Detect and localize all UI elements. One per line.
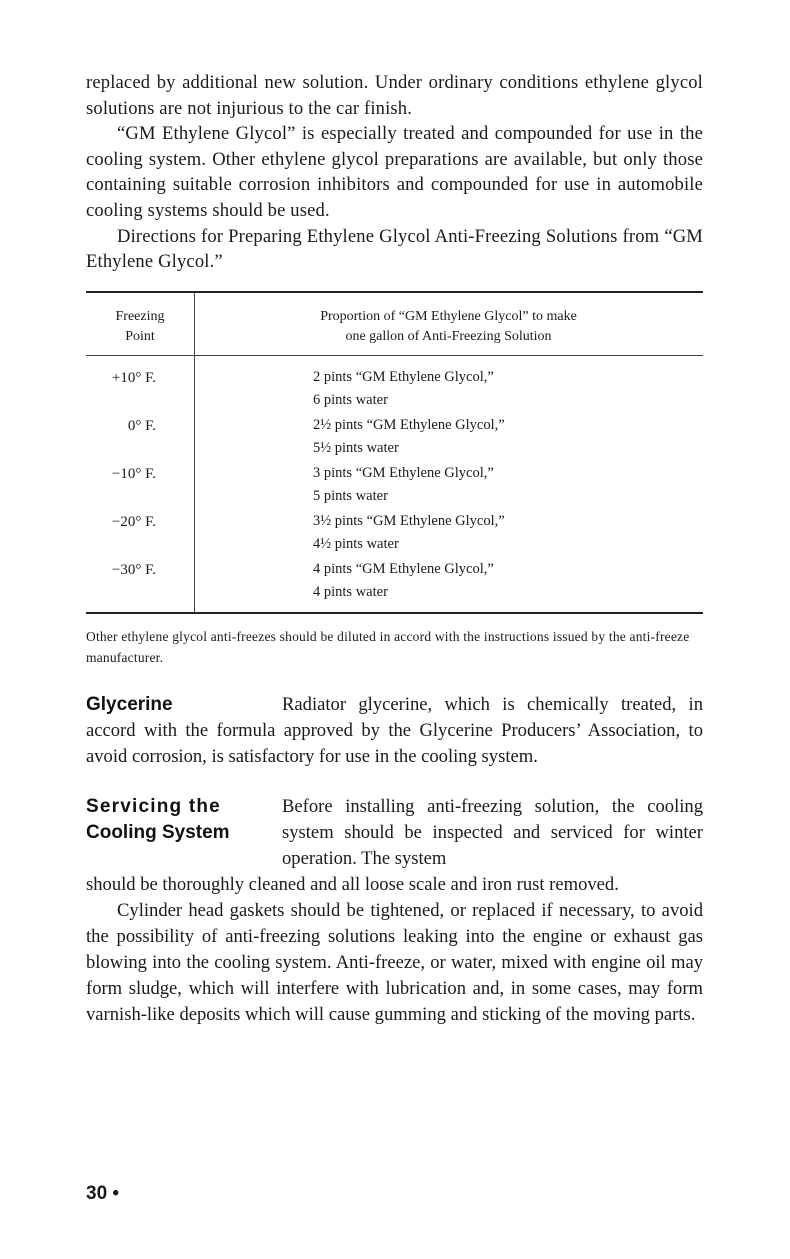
glycerine-text: Radiator glycerine, which is chemically treated, in accord with the formula approved by the Glycerine Producers’ Association, to avoid corrosion, is satisfactory for use in the cooling system. [86, 693, 703, 767]
table-note: Other ethylene glycol anti-freezes should be diluted in accord with the instructions issued by the anti-freeze manufacturer. [86, 628, 690, 665]
servicing-section [86, 794, 703, 1028]
servicing-paragraph-2: Cylinder head gaskets should be tightened, or replaced if necessary, to avoid the possibility of anti-freezing solutions leaking into the engine or exhaust gas blowing into the cooling system. Anti-freeze, or water, mixed with engine oil may form sludge, which will interfere with lubrication and, in some cases, may form varnish-like deposits which will cause gumming and sticking of the moving parts. [86, 899, 703, 1025]
proportion-cell: 3½ pints “GM Ethylene Glycol,” 4½ pints water [313, 512, 505, 552]
servicing-hanging-block [86, 794, 703, 872]
glycerine-heading: Glycerine [86, 693, 173, 715]
table-bottom-rule [86, 612, 703, 614]
freezing-point-cell: −30° F. [111, 561, 156, 578]
table-row [86, 558, 703, 606]
proportion-cell: 4 pints “GM Ethylene Glycol,” 4 pints water [313, 560, 494, 600]
proportion-cell: 2 pints “GM Ethylene Glycol,” 6 pints water [313, 368, 494, 408]
page-content [86, 70, 703, 1028]
proportion-cell: 2½ pints “GM Ethylene Glycol,” 5½ pints water [313, 416, 505, 456]
table-body [86, 356, 703, 612]
servicing-follow-text: should be thoroughly cleaned and all loose scale and iron rust removed. [86, 873, 619, 895]
freezing-point-cell: 0° F. [127, 417, 156, 434]
table-header [86, 293, 703, 355]
table-row [86, 366, 703, 414]
paragraph-gm-glycol: “GM Ethylene Glycol” is especially treated and compounded for use in the cooling system. Other ethylene glycol preparations are available, but only those containing suitable corrosion inhibitors and compounded for use in automobile cooling systems should be used. [86, 123, 703, 221]
table-row [86, 414, 703, 462]
table-column-divider [194, 293, 195, 612]
page-number: 30 • [86, 1183, 120, 1204]
table-row [86, 510, 703, 558]
glycerine-section [86, 692, 703, 770]
freezing-point-cell: +10° F. [111, 369, 156, 386]
paragraph-directions: Directions for Preparing Ethylene Glycol Anti-Freezing Solutions from “GM Ethylene Glycol.” [86, 225, 703, 273]
antifreeze-table [86, 291, 703, 614]
paragraph-continuation: replaced by additional new solution. Under ordinary conditions ethylene glycol solutions are not injurious to the car finish. [86, 72, 703, 119]
servicing-hang-text: Before installing anti-freezing solution, the cooling system should be inspected and serviced for winter operation. The system [282, 795, 703, 869]
proportion-cell: 3 pints “GM Ethylene Glycol,” 5 pints water [313, 464, 494, 504]
servicing-heading: Servicing the Cooling System [86, 795, 230, 843]
table-row [86, 462, 703, 510]
header-freezing-point: Freezing Point [115, 308, 165, 344]
freezing-point-cell: −20° F. [111, 513, 156, 530]
freezing-point-cell: −10° F. [111, 465, 156, 482]
header-proportion: Proportion of “GM Ethylene Glycol” to make one gallon of Anti-Freezing Solution [320, 308, 577, 344]
